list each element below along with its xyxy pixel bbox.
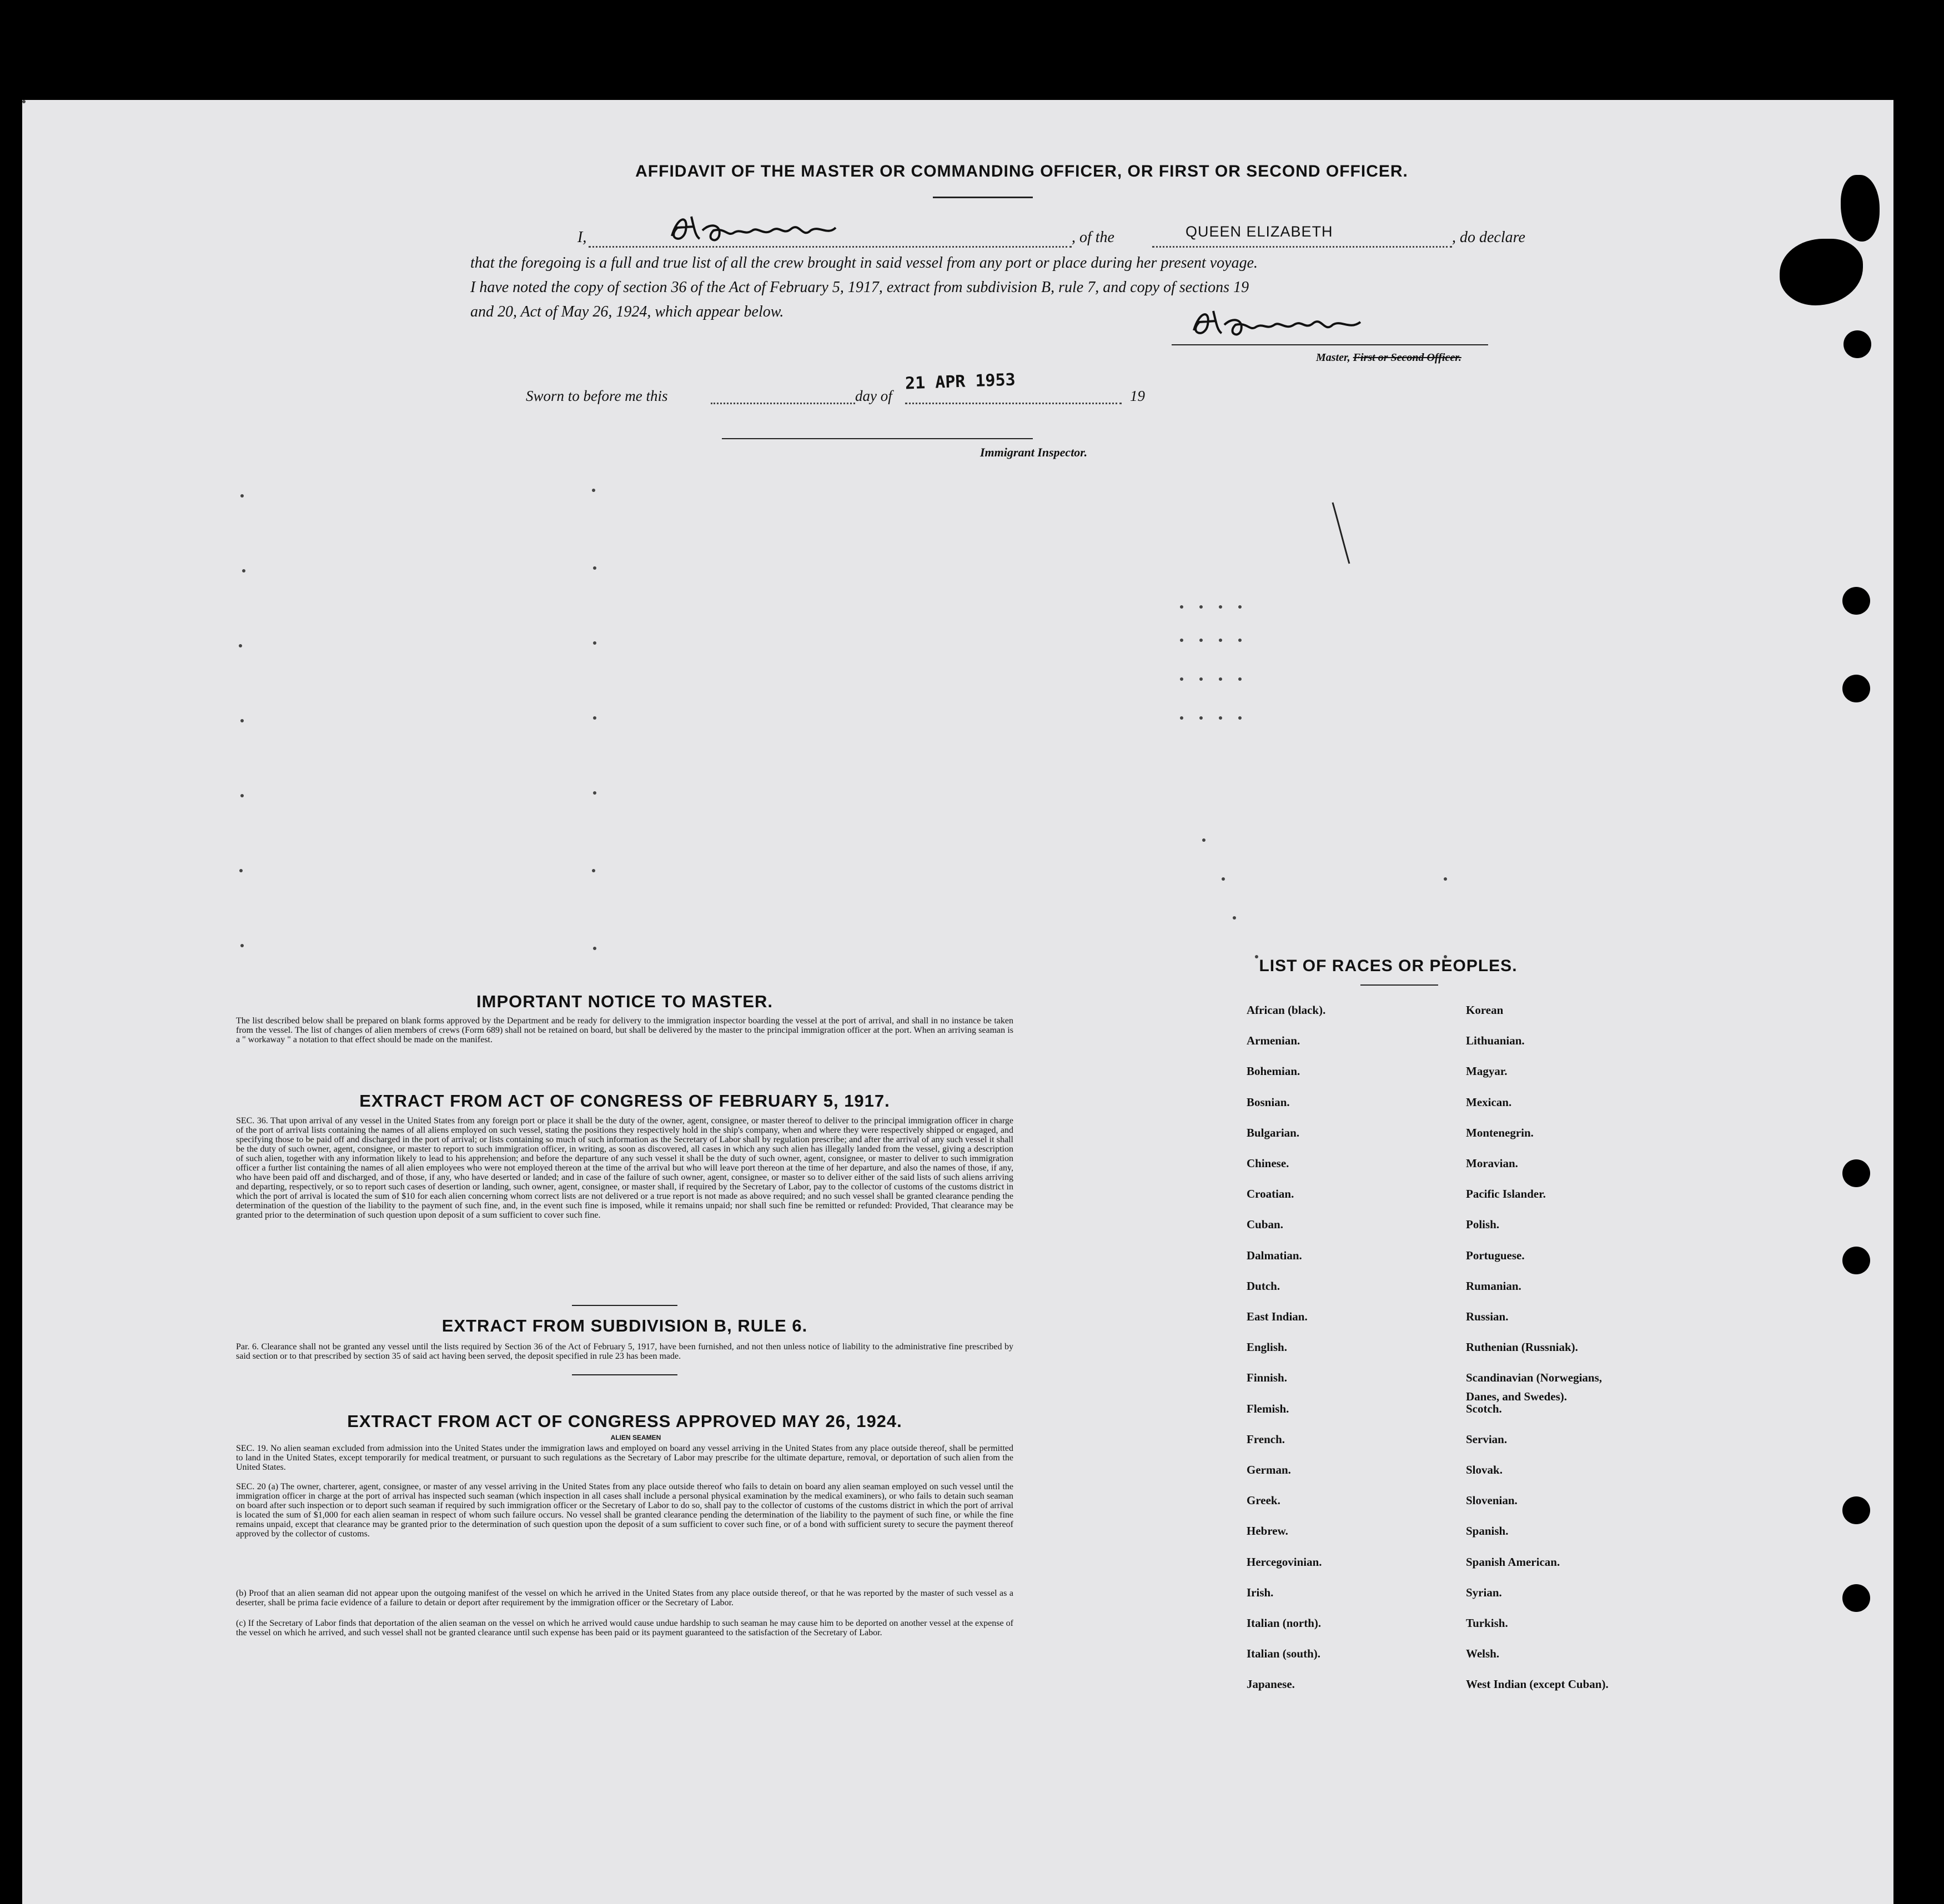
sworn-day-line <box>711 403 855 404</box>
faint-dot <box>1199 677 1203 681</box>
title-underline <box>933 197 1033 198</box>
affidavit-title: AFFIDAVIT OF THE MASTER OR COMMANDING OFFICER, OR FIRST OR SECOND OFFICER. <box>635 162 1408 180</box>
faint-dot <box>240 944 244 947</box>
of-the-label: , of the <box>1072 229 1114 246</box>
race-item: Irish. <box>1247 1585 1274 1599</box>
race-item: French. <box>1247 1432 1285 1446</box>
race-item: Dalmatian. <box>1247 1248 1302 1262</box>
faint-dot <box>1444 877 1447 881</box>
race-item: Turkish. <box>1466 1616 1508 1630</box>
race-item: Bohemian. <box>1247 1064 1300 1078</box>
extractB-title: EXTRACT FROM SUBDIVISION B, RULE 6. <box>441 1316 808 1335</box>
race-right-continuation: Danes, and Swedes). <box>1466 1390 1568 1403</box>
faint-dot <box>1238 639 1242 642</box>
vessel-name: QUEEN ELIZABETH <box>1186 223 1333 240</box>
extract1917-title: EXTRACT FROM ACT OF CONGRESS OF FEBRUARY 5, 1917. <box>359 1091 890 1111</box>
faint-dot <box>240 494 244 498</box>
race-item: Bulgarian. <box>1247 1126 1300 1139</box>
punch-hole <box>1842 587 1870 615</box>
race-item: Spanish American. <box>1466 1555 1560 1569</box>
day-of-label: day of <box>855 388 892 404</box>
master-caption: Master, <box>1316 351 1350 364</box>
race-item: Flemish. <box>1247 1401 1289 1415</box>
race-item: Armenian. <box>1247 1034 1300 1048</box>
race-item: Lithuanian. <box>1466 1034 1525 1048</box>
race-item: Syrian. <box>1466 1585 1502 1599</box>
faint-dot <box>240 794 244 797</box>
punch-hole <box>1842 1159 1870 1187</box>
faint-dot <box>1219 605 1222 609</box>
vessel-line <box>1152 246 1452 248</box>
faint-dot <box>1222 877 1225 881</box>
race-item: Rumanian. <box>1466 1279 1521 1293</box>
signature-line <box>1172 344 1488 345</box>
race-item: Cuban. <box>1247 1218 1283 1232</box>
do-declare-label: , do declare <box>1452 229 1525 246</box>
faint-dot <box>593 566 596 570</box>
race-item: Finnish. <box>1247 1371 1287 1385</box>
race-item: African (black). <box>1247 1003 1326 1017</box>
race-item: Greek. <box>1247 1494 1280 1508</box>
faint-dot <box>593 947 596 950</box>
extract1917-text: SEC. 36. That upon arrival of any vessel in the United States from any foreign port or place it shall be the duty of the owner, agent, consignee, or master thereof to deliver to the principal immigration officer in charge of the port of arrival lists containing the names of all aliens employed on such vessel, stating the positions they respectively hold in the ship's company, when and where they were respectively shipped or engaged, and specifying those to be paid off and discharged in the port of arrival; or lists containing so much of such information as the Secretary of Labor shall by regulation prescribe; and after the arrival of any such vessel it shall be the duty of such owner, agent, consignee, or master to report to such immigration officer, in writing, as soon as discovered, all cases in which any such alien has illegally landed from the vessel, giving a description of such alien, together with any information likely to lead to his apprehension; and before the departure of any such vessel it shall be the duty of such owner, agent, consignee, or master to deliver to such immigration officer a further list containing the names of all alien employees who were not employed thereon at the time of the arrival but who will leave port thereon at the time of her departure, and also the names of those, if any, who have been paid off and discharged, and of those, if any, who have deserted or landed; and in case of the failure of such owner, agent, consignee, or master so to deliver either of the said lists of such aliens arriving and departing, respectively, or so to report such cases of desertion or landing, such owner, agent, consignee, or master shall, if required by the Secretary of Labor, pay to the collector of customs of the customs district in which the port of arrival is located the sum of $10 for each alien concerning whom correct lists are not delivered or a true report is not made as above required; and no such vessel shall be granted clearance pending the determination of the question of the liability to the payment of such fine, and, in the event such fine is imposed, while it remains unpaid; nor shall such fine be remitted or refunded: Provided, That clearance may be granted prior to the determination of such question upon deposit of a sum sufficient to cover such fine. <box>236 1116 1013 1220</box>
race-item: Croatian. <box>1247 1187 1294 1201</box>
faint-dot <box>1238 677 1242 681</box>
punch-hole <box>1843 330 1871 358</box>
punch-hole <box>1842 1247 1870 1274</box>
faint-dot <box>1180 605 1183 609</box>
race-item: Ruthenian (Russniak). <box>1466 1340 1578 1354</box>
race-item: Russian. <box>1466 1310 1509 1323</box>
faint-dot <box>1233 916 1236 920</box>
faint-dot <box>1180 716 1183 720</box>
punch-hole <box>1842 1496 1870 1524</box>
faint-dot <box>240 719 244 722</box>
affidavit-body-line2: I have noted the copy of section 36 of the Act of February 5, 1917, extract from subdivision B, rule 7, and copy of sections 19 <box>470 279 1249 296</box>
race-item: Hercegovinian. <box>1247 1555 1322 1569</box>
faint-dot <box>1219 639 1222 642</box>
race-item: Polish. <box>1466 1218 1500 1232</box>
race-item: Servian. <box>1466 1432 1508 1446</box>
master-signature-2 <box>1183 303 1405 341</box>
race-item: German. <box>1247 1463 1291 1476</box>
faint-dot <box>1180 677 1183 681</box>
race-item: Chinese. <box>1247 1157 1289 1170</box>
faint-dot <box>242 569 245 572</box>
race-item: West Indian (except Cuban). <box>1466 1677 1609 1691</box>
faint-dot <box>239 644 242 647</box>
faint-dot <box>592 489 595 492</box>
pencil-mark <box>1330 500 1352 566</box>
affidavit-body-line1: that the foregoing is a full and true list of all the crew brought in said vessel from any port or place during her present voyage. <box>470 254 1258 272</box>
faint-dot <box>1219 677 1222 681</box>
faint-dot <box>1219 716 1222 720</box>
sec19-text: SEC. 19. No alien seaman excluded from admission into the United States under the immigration laws and employed on board any vessel arriving in the United States from any place outside thereof, shall be permitted to land in the United States, except temporarily for medical treatment, or pursuant to such regulations as the Secretary of Labor may prescribe for the ultimate departure, removal, or deportation of such alien from the United States. <box>236 1444 1013 1472</box>
race-item: Moravian. <box>1466 1157 1518 1170</box>
faint-dot <box>1238 605 1242 609</box>
race-item: English. <box>1247 1340 1287 1354</box>
race-item: Dutch. <box>1247 1279 1280 1293</box>
faint-dot <box>1202 838 1205 842</box>
faint-dot <box>1199 605 1203 609</box>
race-item: Magyar. <box>1466 1064 1508 1078</box>
sec20a-text: SEC. 20 (a) The owner, charterer, agent, consignee, or master of any vessel arriving in the United States from any place outside thereof who fails to detain on board any alien seaman employed on such vessel until the immigration officer in charge at the port of arrival has inspected such seaman (which inspection in all cases shall include a personal physical examination by the medical examiners), or who fails to detain such seaman on board after such inspection or to deport such seaman if required by such immigration officer or the Secretary of Labor to do so, shall pay to the collector of customs of the customs district in which the port of arrival is located the sum of $1,000 for each alien seaman in respect of whom such failure occurs. No vessel shall be granted clearance pending the determination of the liability to the payment of such fine, or while the fine remains unpaid, except that clearance may be granted prior to the determination of such question upon the deposit of a sum sufficient to cover such fine, or of a bond with sufficient surety to secure the payment thereof approved by the collector of customs. <box>236 1482 1013 1539</box>
faint-dot <box>239 869 243 872</box>
race-item: Welsh. <box>1466 1647 1500 1661</box>
faint-dot <box>593 716 596 720</box>
alien-seamen-subtitle: ALIEN SEAMEN <box>610 1434 661 1441</box>
punch-hole <box>1842 675 1870 702</box>
extract1924-title: EXTRACT FROM ACT OF CONGRESS APPROVED MAY 26, 1924. <box>347 1411 902 1431</box>
race-item: Bosnian. <box>1247 1095 1290 1109</box>
race-item: Spanish. <box>1466 1524 1509 1538</box>
races-underline <box>1360 984 1438 986</box>
sworn-label: Sworn to before me this <box>526 388 668 404</box>
year-prefix: 19 <box>1130 388 1145 404</box>
inspector-label: Immigrant Inspector. <box>980 445 1088 459</box>
inspector-line <box>722 438 1033 439</box>
race-item: Japanese. <box>1247 1677 1295 1691</box>
form-sheet <box>22 100 1893 1904</box>
faint-dot <box>593 641 596 645</box>
notice-text: The list described below shall be prepared on blank forms approved by the Department and be ready for delivery to the immigration inspector boarding the vessel at the port of arrival, and shall in no instance be taken from the vessel. The list of changes of alien members of crews (Form 689) shall not be retained on board, but shall be delivered by the master to the principal immigration officer at the port. When an arriving seaman is a " workaway " a notation to that effect should be made on the manifest. <box>236 1016 1013 1044</box>
race-item: Italian (south). <box>1247 1647 1321 1661</box>
race-item: Scandinavian (Norwegians, <box>1466 1371 1603 1385</box>
race-item: Mexican. <box>1466 1095 1512 1109</box>
signature-caption <box>1316 351 1461 364</box>
race-item: Italian (north). <box>1247 1616 1322 1630</box>
punch-hole <box>1842 1584 1870 1612</box>
faint-dot <box>593 791 596 795</box>
affidavit-body-line3: and 20, Act of May 26, 1924, which appear below. <box>470 303 784 320</box>
i-label: I, <box>577 229 587 246</box>
sec20b-text: (b) Proof that an alien seaman did not appear upon the outgoing manifest of the vessel on which he arrived in the United States from any place outside thereof, or that he was reported by the master of such vessel as a deserter, shall be prima facie evidence of a failure to detain or deport after requirement by the immigration officer or the Secretary of Labor. <box>236 1589 1013 1607</box>
race-item: Korean <box>1466 1003 1504 1017</box>
divider-2 <box>572 1374 677 1375</box>
race-item: Montenegrin. <box>1466 1126 1534 1139</box>
divider-1 <box>572 1305 677 1306</box>
race-item: Hebrew. <box>1247 1524 1288 1538</box>
races-title: LIST OF RACES OR PEOPLES. <box>1259 957 1518 975</box>
faint-dot <box>1180 639 1183 642</box>
master-signature-1 <box>661 205 872 250</box>
race-item: Portuguese. <box>1466 1248 1525 1262</box>
sec20c-text: (c) If the Secretary of Labor finds that deportation of the alien seaman on the vessel on which he arrived would cause undue hardship to such seaman he may cause him to be deported on another vessel at the expense of the vessel on which he arrived, and such vessel shall not be granted clearance until such expense has been paid or its payment guaranteed to the satisfaction of the Secretary of Labor. <box>236 1619 1013 1637</box>
race-item: Slovak. <box>1466 1463 1503 1476</box>
faint-dot <box>592 869 595 872</box>
race-item: Slovenian. <box>1466 1494 1518 1508</box>
date-stamp: 21 APR 1953 <box>905 370 1016 394</box>
faint-dot <box>22 100 26 103</box>
faint-dot <box>1199 639 1203 642</box>
struck-caption: First or Second Officer. <box>1353 351 1461 364</box>
sworn-month-line <box>905 403 1122 404</box>
faint-dot <box>1199 716 1203 720</box>
race-item: Scotch. <box>1466 1401 1502 1415</box>
race-item: East Indian. <box>1247 1310 1308 1323</box>
faint-dot <box>1238 716 1242 720</box>
race-item: Pacific Islander. <box>1466 1187 1546 1201</box>
extractB-text: Par. 6. Clearance shall not be granted any vessel until the lists required by Section 36 of the Act of February 5, 1917, have been furnished, and not then unless notice of liability to the administrative fine prescribed by said section or to that prescribed by section 35 of said act having been served, the deposit specified in rule 23 has been made. <box>236 1342 1013 1361</box>
notice-title: IMPORTANT NOTICE TO MASTER. <box>476 992 773 1011</box>
